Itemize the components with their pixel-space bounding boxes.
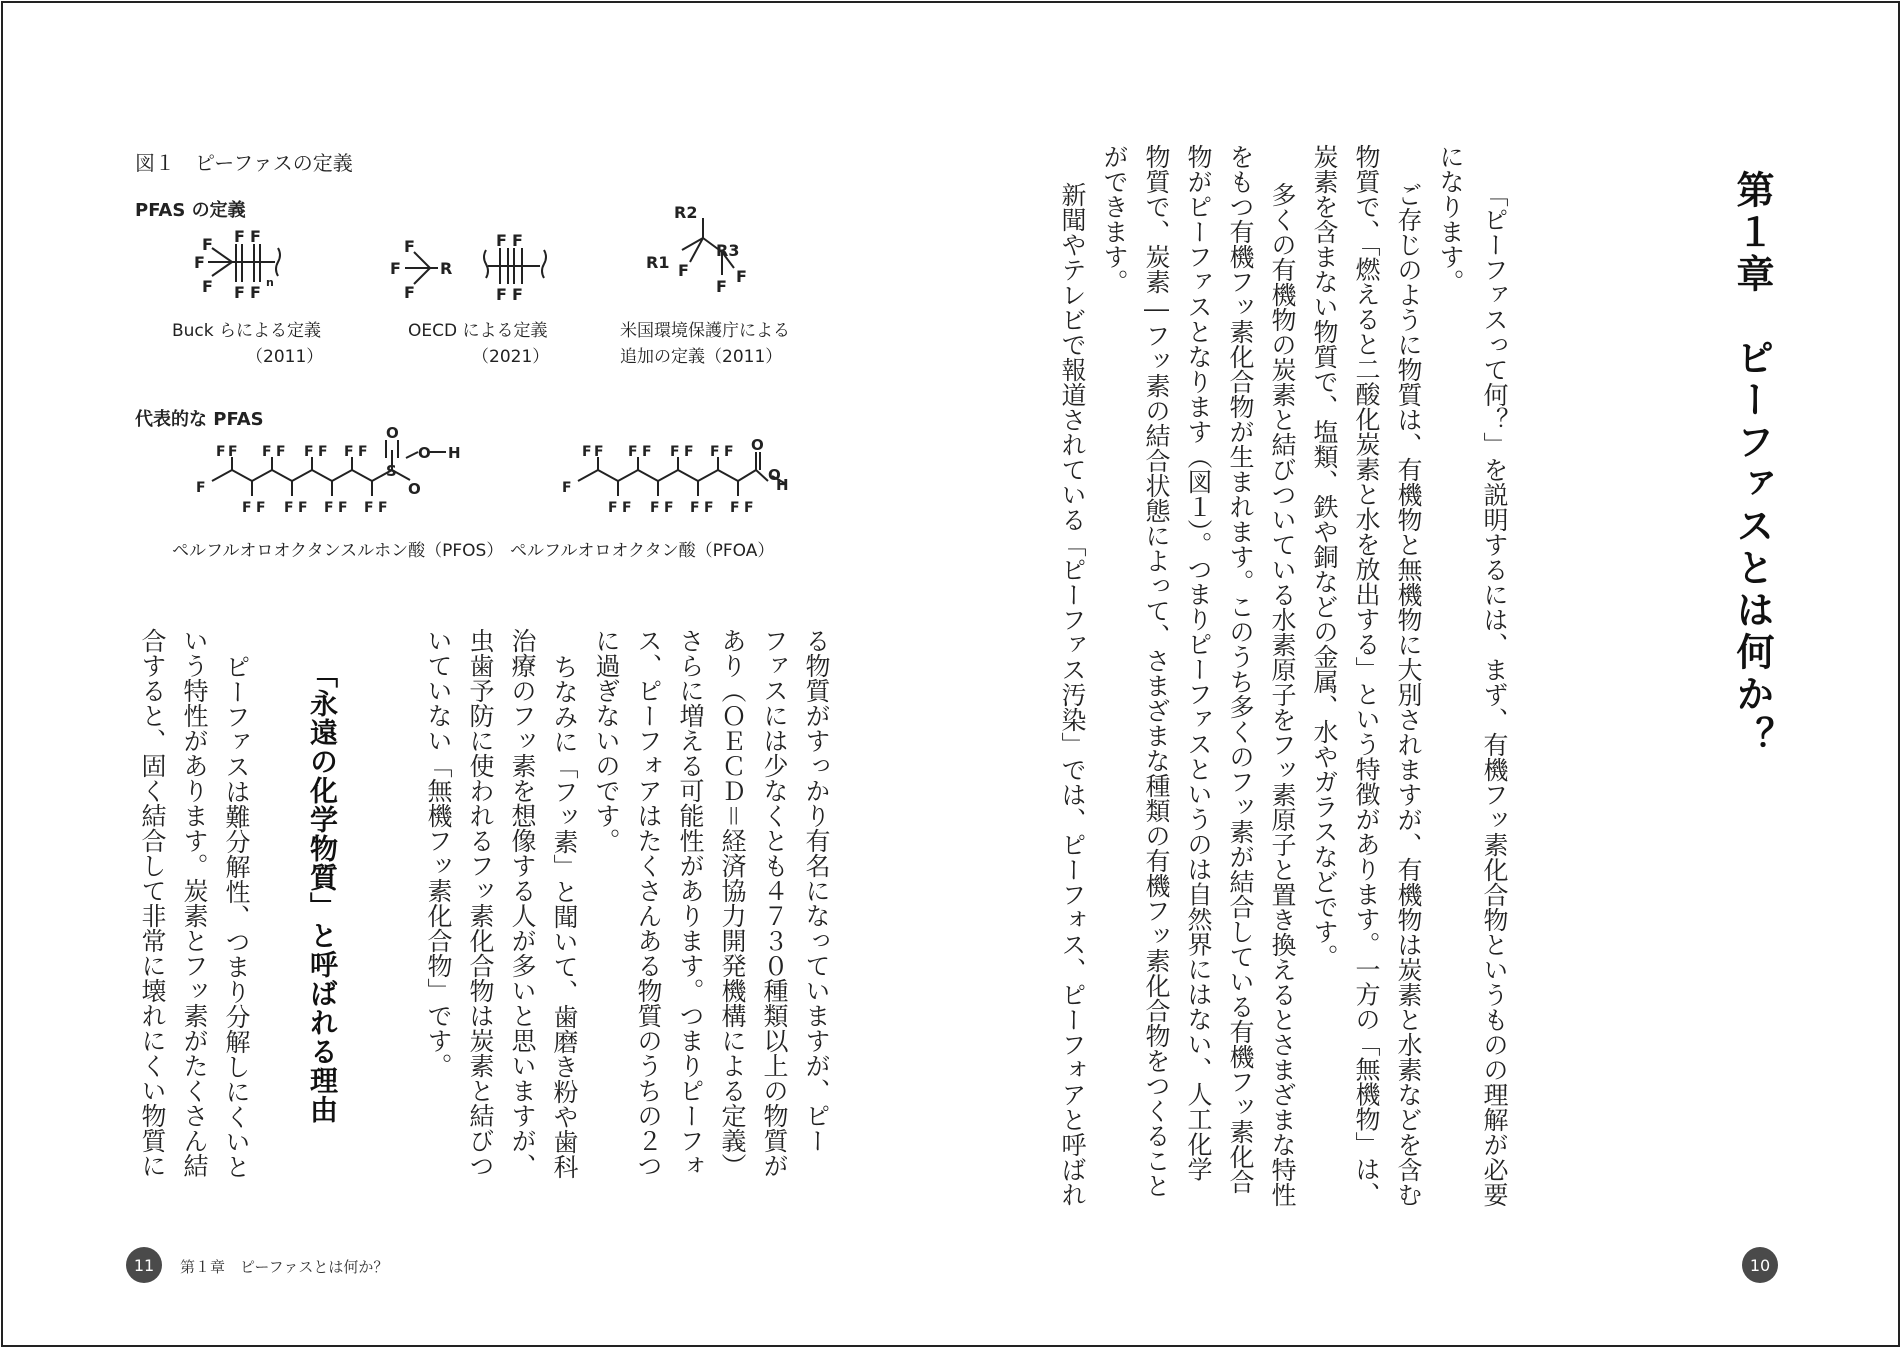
atom-label: O <box>408 480 421 498</box>
chapter-title: 第１章 ピーファスとは何か？ <box>1730 170 1774 758</box>
body-line: をもつ有機フッ素化合物が生まれます。このうち多くのフッ素が結合している有機フッ素化合 <box>1226 144 1255 1194</box>
body-line: ス、ピーフォアはたくさんある物質のうちの２つ <box>634 628 663 1178</box>
atom-label: F <box>512 285 523 304</box>
atom-label: F <box>242 500 252 516</box>
body-line: に過ぎないのです。 <box>592 628 621 853</box>
atom-label: F <box>670 444 680 460</box>
atom-label: F <box>234 283 245 302</box>
body-line: 多くの有機物の炭素と結びついている水素原子をフッ素原子と置き換えるとさまざまな特性 <box>1268 182 1297 1207</box>
atom-label: F <box>298 500 308 516</box>
atom-label: F <box>512 231 523 250</box>
atom-label: O <box>768 466 781 484</box>
figure-structures <box>0 0 951 600</box>
body-line: あり（ＯＥＣＤ＝経済協力開発機構による定義） <box>718 628 747 1178</box>
atom-label: F <box>364 500 374 516</box>
atom-label: F <box>216 444 226 460</box>
atom-label: F <box>228 444 238 460</box>
running-head: 第１章 ピーファスとは何か？ <box>180 1258 389 1276</box>
figure-section-representative: 代表的な PFAS <box>135 409 264 430</box>
atom-label: F <box>664 500 674 516</box>
body-line: 炭素を含まない物質で、塩類、鉄や銅などの金属、水やガラスなどです。 <box>1310 144 1339 969</box>
pfoa-fluorines <box>562 436 789 516</box>
atom-label: F <box>202 277 213 296</box>
page-number-left: 11 <box>126 1247 162 1283</box>
atom-label: F <box>318 444 328 460</box>
caption-pfoa: ペルフルオロオクタン酸（PFOA） <box>510 541 775 561</box>
atom-label: F <box>716 277 727 296</box>
atom-label: R1 <box>646 253 670 272</box>
atom-label: F <box>736 267 747 286</box>
body-line: になります。 <box>1436 144 1465 294</box>
caption-buck <box>172 318 323 370</box>
page-number-right: 10 <box>1742 1247 1778 1283</box>
atom-label: F <box>628 444 638 460</box>
caption-line: （2021） <box>472 347 550 367</box>
atom-label: R2 <box>674 203 698 222</box>
atom-label: O <box>418 444 431 462</box>
atom-label: F <box>196 480 206 496</box>
body-line: ができます。 <box>1100 144 1129 294</box>
body-line: いう特性があります。炭素とフッ素がたくさん結 <box>180 628 209 1178</box>
atom-label: F <box>704 500 714 516</box>
atom-label: F <box>284 500 294 516</box>
atom-label: F <box>250 227 261 246</box>
atom-label: F <box>404 237 415 256</box>
body-line: 物質で、炭素―フッ素の結合状態によって、さまざまな種類の有機フッ素化合物をつくること <box>1142 144 1171 1198</box>
atom-label: F <box>338 500 348 516</box>
atom-label: F <box>622 500 632 516</box>
atom-label: F <box>194 253 205 272</box>
atom-label: F <box>234 227 245 246</box>
atom-label: F <box>608 500 618 516</box>
body-line: る物質がすっかり有名になっていますが、ピー <box>802 628 831 1153</box>
subscript-n: n <box>266 276 274 289</box>
caption-line: （2011） <box>246 347 324 367</box>
body-line: 治療のフッ素を想像する人が多いと思いますが、 <box>508 628 537 1178</box>
atom-label: F <box>642 444 652 460</box>
body-line: 虫歯予防に使われるフッ素化合物は炭素と結びつ <box>466 628 495 1178</box>
caption-pfos: ペルフルオロオクタンスルホン酸（PFOS） <box>172 541 504 561</box>
body-line: さらに増える可能性があります。つまりピーフォ <box>676 628 705 1178</box>
caption-oecd <box>408 318 549 370</box>
atom-label: F <box>562 480 572 496</box>
atom-label: F <box>710 444 720 460</box>
figure-section-definition: PFAS の定義 <box>135 200 246 221</box>
body-line: 物がピーファスとなります（図１）。つまりピーファスというのは自然界にはない、人工化学 <box>1184 144 1213 1182</box>
atom-label: H <box>448 444 461 462</box>
figure-title: 図１ ピーファスの定義 <box>135 151 353 175</box>
atom-label: F <box>404 283 415 302</box>
body-line: ちなみに「フッ素」と聞いて、歯磨き粉や歯科 <box>550 654 579 1179</box>
body-line: 「ピーファスって何？」を説明するには、まず、有機フッ素化合物というものの理解が必要 <box>1480 182 1509 1207</box>
body-line: いていない「無機フッ素化合物」です。 <box>424 628 453 1078</box>
atom-label: R3 <box>716 241 740 260</box>
atom-label: F <box>256 500 266 516</box>
atom-label: S <box>386 462 397 480</box>
atom-label: F <box>250 283 261 302</box>
body-line: ピーファスは難分解性、つまり分解しにくいと <box>222 654 251 1179</box>
atom-label: F <box>724 444 734 460</box>
atom-label: F <box>390 259 401 278</box>
body-line: ご存じのように物質は、有機物と無機物に大別されますが、有機物は炭素と水素などを含む <box>1394 182 1423 1207</box>
body-line: 物質で、「燃えると二酸化炭素と水を放出する」という特徴があります。一方の「無機物」は、 <box>1352 144 1381 1207</box>
atom-label: F <box>202 235 213 254</box>
atom-label: F <box>358 444 368 460</box>
atom-label: O <box>386 424 399 442</box>
body-line: 新聞やテレビで報道されている「ピーファス汚染」では、ピーフォス、ピーフォアと呼ばれ <box>1058 182 1087 1207</box>
atom-label: F <box>496 285 507 304</box>
atom-label: R <box>440 259 453 278</box>
atom-label: O <box>751 436 764 454</box>
body-line: 合すると、固く結合して非常に壊れにくい物質に <box>138 628 167 1178</box>
atom-label: F <box>496 231 507 250</box>
atom-label: F <box>262 444 272 460</box>
atom-label: F <box>344 444 354 460</box>
pfos-fluorines <box>196 424 461 516</box>
atom-label: F <box>324 500 334 516</box>
atom-label: F <box>594 444 604 460</box>
atom-label: F <box>690 500 700 516</box>
atom-label: F <box>678 261 689 280</box>
caption-line: OECD による定義 <box>408 321 548 341</box>
caption-epa <box>620 318 790 370</box>
atom-label: F <box>378 500 388 516</box>
section-heading: 「永遠の化学物質」と呼ばれる理由 <box>306 660 339 1124</box>
atom-label: F <box>730 500 740 516</box>
atom-label: H <box>776 476 789 494</box>
caption-line: 米国環境保護庁による <box>620 321 790 341</box>
caption-line: Buck らによる定義 <box>172 321 322 341</box>
atom-label: F <box>684 444 694 460</box>
atom-label: F <box>276 444 286 460</box>
body-line: ファスには少なくとも４７３０種類以上の物質が <box>760 628 789 1178</box>
atom-label: F <box>582 444 592 460</box>
atom-label: F <box>744 500 754 516</box>
caption-line: 追加の定義（2011） <box>620 347 783 367</box>
atom-label: F <box>304 444 314 460</box>
atom-label: F <box>650 500 660 516</box>
